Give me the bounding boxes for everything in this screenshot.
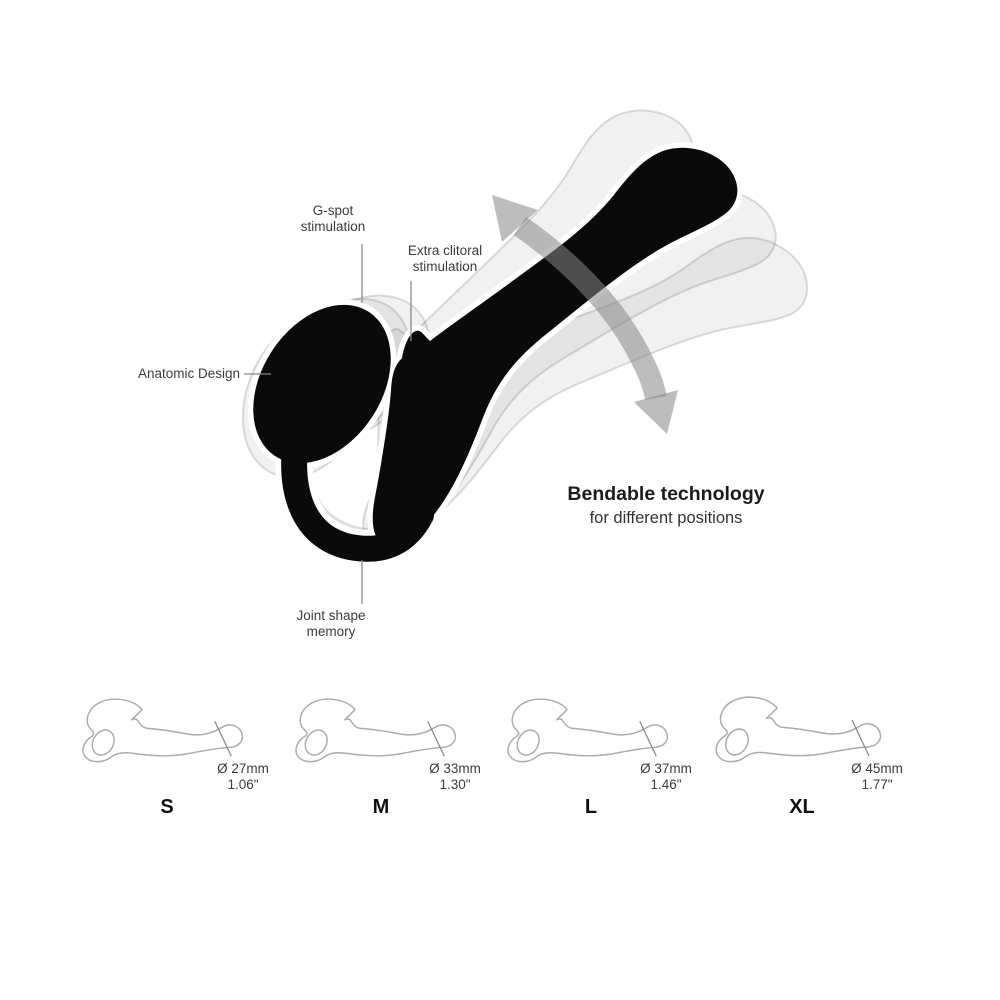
size-s-diameter-in: 1.06" [227,776,259,792]
joint-annotation [256,608,406,639]
size-figure-s [83,699,242,762]
size-l-diameter [606,761,726,792]
size-figure-m [296,699,455,762]
size-xl-diameter [817,761,937,792]
gspot-annotation-line2: stimulation [300,218,366,234]
anatomic-annotation-label: Anatomic Design [137,366,240,381]
size-l-diameter-mm: Ø 37mm [640,761,692,776]
clitoral-annotation-line2: stimulation [412,258,478,274]
size-s-diameter [183,761,303,792]
size-label-xl: XL [789,796,815,818]
size-figure-l [508,699,667,762]
size-xl-diameter-in: 1.77" [861,776,893,792]
feature-title: Bendable technology [567,483,765,505]
gspot-annotation [258,203,408,234]
clitoral-annotation [370,243,520,274]
size-m-diameter-in: 1.30" [439,776,471,792]
size-label-m: M [372,796,390,818]
size-m-diameter [395,761,515,792]
gspot-annotation-line1: G-spot [312,203,354,218]
size-label-s: S [160,796,174,818]
size-figure-xl [716,697,880,761]
size-l-diameter-in: 1.46" [650,776,682,792]
clitoral-annotation-line1: Extra clitoral [407,243,483,258]
joint-annotation-line1: Joint shape [296,608,366,623]
feature-subtitle: for different positions [589,509,743,527]
size-xl-diameter-mm: Ø 45mm [851,761,903,776]
size-s-diameter-mm: Ø 27mm [217,761,269,776]
joint-annotation-line2: memory [306,623,356,639]
anatomic-annotation [90,366,240,382]
size-label-l: L [584,796,598,818]
size-m-diameter-mm: Ø 33mm [429,761,481,776]
